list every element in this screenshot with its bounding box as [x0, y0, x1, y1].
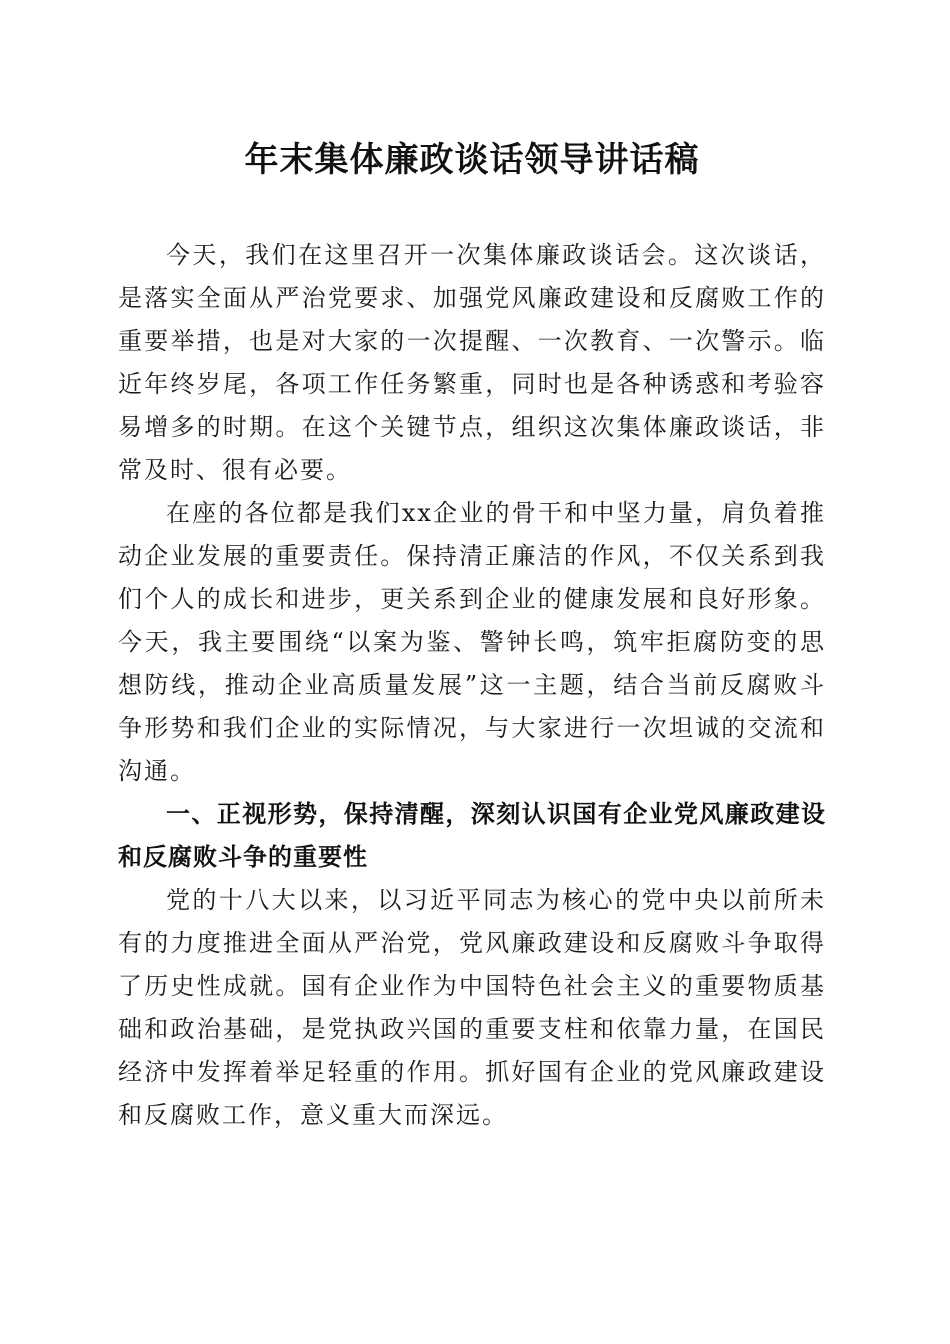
section-heading: 一、正视形势，保持清醒，深刻认识国有企业党风廉政建设和反腐败斗争的重要性	[118, 800, 826, 871]
document-page	[118, 130, 826, 1137]
intro-paragraph: 今天，我们在这里召开一次集体廉政谈话会。这次谈话，是落实全面从严治党要求、加强党风廉政建设和反腐败工作的重要举措，也是对大家的一次提醒、一次教育、一次警示。临近年终岁尾，各项工作任务繁重，同时也是各种诱惑和考验容易增多的时期。在这个关键节点，组织这次集体廉政谈话，非常及时、很有必要。	[118, 241, 826, 484]
section-paragraph: 党的十八大以来，以习近平同志为核心的党中央以前所未有的力度推进全面从严治党，党风廉政建设和反腐败斗争取得了历史性成就。国有企业作为中国特色社会主义的重要物质基础和政治基础，是党执政兴国的重要支柱和依靠力量，在国民经济中发挥着举足轻重的作用。抓好国有企业的党风廉政建设和反腐败工作，意义重大而深远。	[118, 886, 826, 1129]
body-paragraph: 在座的各位都是我们xx企业的骨干和中坚力量，肩负着推动企业发展的重要责任。保持清正廉洁的作风，不仅关系到我们个人的成长和进步，更关系到企业的健康发展和良好形象。今天，我主要围绕“以案为鉴、警钟长鸣，筑牢拒腐防变的思想防线，推动企业高质量发展”这一主题，结合当前反腐败斗争形势和我们企业的实际情况，与大家进行一次坦诚的交流和沟通。	[118, 499, 826, 785]
document-title: 年末集体廉政谈话领导讲话稿	[244, 140, 700, 180]
